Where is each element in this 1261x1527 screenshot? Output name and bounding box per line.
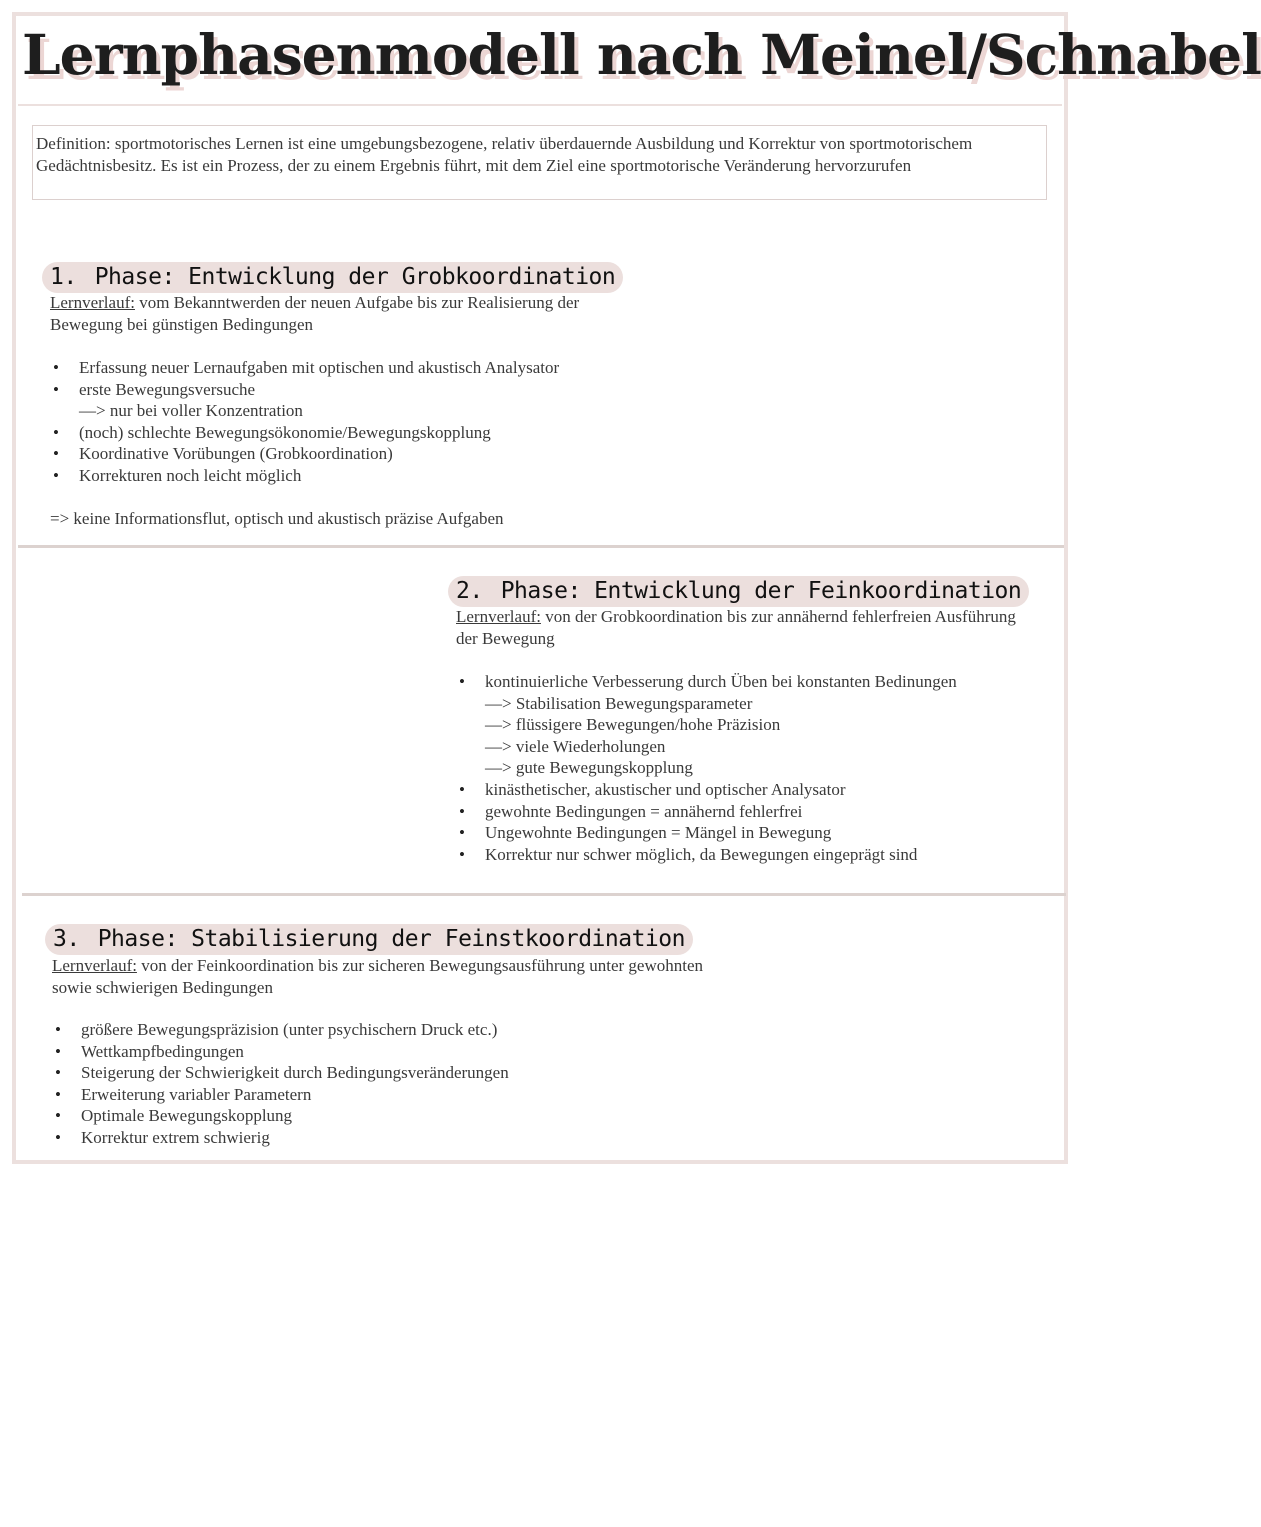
section-divider-1 bbox=[18, 545, 1064, 548]
phase2-list-item: • Ungewohnte Bedingungen = Mängel in Bewegung bbox=[456, 822, 957, 844]
phase1-lernverlauf bbox=[50, 292, 650, 336]
phase2-title-text: Phase: Entwicklung der Feinkoordination bbox=[500, 578, 1022, 604]
phase2-list bbox=[456, 671, 957, 865]
phase1-list-item: • (noch) schlechte Bewegungsökonomie/Bewegungskopplung bbox=[50, 422, 559, 444]
phase3-list-item: • größere Bewegungspräzision (unter psychischern Druck etc.) bbox=[52, 1019, 509, 1041]
phase3-list bbox=[52, 1019, 509, 1149]
phase2-title bbox=[448, 576, 1029, 607]
phase1-lernverlauf-text: vom Bekanntwerden der neuen Aufgabe bis zur Realisierung der Bewegung bei günstigen Bedingungen bbox=[50, 293, 580, 334]
phase2-list-item: • gewohnte Bedingungen = annähernd fehlerfrei bbox=[456, 801, 957, 823]
phase2-list-item: —> flüssigere Bewegungen/hohe Präzision bbox=[485, 715, 781, 735]
phase2-lernverlauf-text: von der Grobkoordination bis zur annähernd fehlerfreien Ausführung der Bewegung bbox=[456, 607, 1016, 648]
phase1-conclusion: => keine Informationsflut, optisch und akustisch präzise Aufgaben bbox=[50, 509, 504, 528]
phase3-list-item: • Wettkampfbedingungen bbox=[52, 1041, 509, 1063]
phase1-list-item: • Erfassung neuer Lernaufgaben mit optischen und akustisch Analysator bbox=[50, 357, 559, 379]
phase2-list-item: —> Stabilisation Bewegungsparameter bbox=[485, 693, 753, 713]
page-title: Lernphasenmodell nach Meinel/Schnabel bbox=[22, 22, 1261, 87]
phase3-lernverlauf bbox=[52, 955, 712, 999]
section-divider-2 bbox=[22, 893, 1066, 896]
definition-box: Definition: sportmotorisches Lernen ist eine umgebungsbezogene, relativ überdauernde Ausbildung und Korrektur von sportmotorischem Gedächtnisbesitz. Es ist ein Prozess, der zu einem Ergebnis führt, mit dem Ziel eine sportmotorische Veränderung hervorzurufen bbox=[32, 125, 1047, 200]
phase1-number: 1. bbox=[50, 264, 77, 290]
phase1-lernverlauf-label: Lernverlauf: bbox=[50, 293, 135, 312]
phase3-number: 3. bbox=[53, 926, 80, 952]
title-divider bbox=[18, 104, 1062, 106]
phase3-title-text: Phase: Stabilisierung der Feinstkoordination bbox=[97, 926, 685, 952]
phase1-title-text: Phase: Entwicklung der Grobkoordination bbox=[94, 264, 616, 290]
phase2-list-item: —> gute Bewegungskopplung bbox=[485, 758, 693, 778]
phase3-list-item: • Steigerung der Schwierigkeit durch Bedingungsveränderungen bbox=[52, 1062, 509, 1084]
phase3-lernverlauf-text: von der Feinkoordination bis zur sicheren Bewegungsausführung unter gewohnten sowie schwierigen Bedingungen bbox=[52, 956, 704, 997]
phase2-list-item: • kinästhetischer, akustischer und optischer Analysator bbox=[456, 779, 957, 801]
phase2-lernverlauf bbox=[456, 606, 1016, 650]
phase1-list-item: • Koordinative Vorübungen (Grobkoordination) bbox=[50, 443, 559, 465]
phase2-list-item: • kontinuierliche Verbesserung durch Üben bei konstanten Bedinungen bbox=[456, 671, 957, 693]
phase1-list-item: • erste Bewegungsversuche bbox=[50, 379, 559, 401]
phase1-list-item: —> nur bei voller Konzentration bbox=[79, 401, 303, 421]
phase3-list-item: • Korrektur extrem schwierig bbox=[52, 1127, 509, 1149]
phase3-title bbox=[45, 924, 693, 955]
phase2-list-item: —> viele Wiederholungen bbox=[485, 736, 666, 756]
phase2-number: 2. bbox=[456, 578, 483, 604]
phase1-list-item: • Korrekturen noch leicht möglich bbox=[50, 465, 559, 487]
phase3-lernverlauf-label: Lernverlauf: bbox=[52, 956, 137, 975]
phase2-list-item: • Korrektur nur schwer möglich, da Bewegungen eingeprägt sind bbox=[456, 844, 957, 866]
phase2-lernverlauf-label: Lernverlauf: bbox=[456, 607, 541, 626]
phase1-list bbox=[50, 357, 559, 487]
phase3-list-item: • Optimale Bewegungskopplung bbox=[52, 1105, 509, 1127]
phase3-list-item: • Erweiterung variabler Parametern bbox=[52, 1084, 509, 1106]
phase1-title bbox=[42, 262, 623, 293]
